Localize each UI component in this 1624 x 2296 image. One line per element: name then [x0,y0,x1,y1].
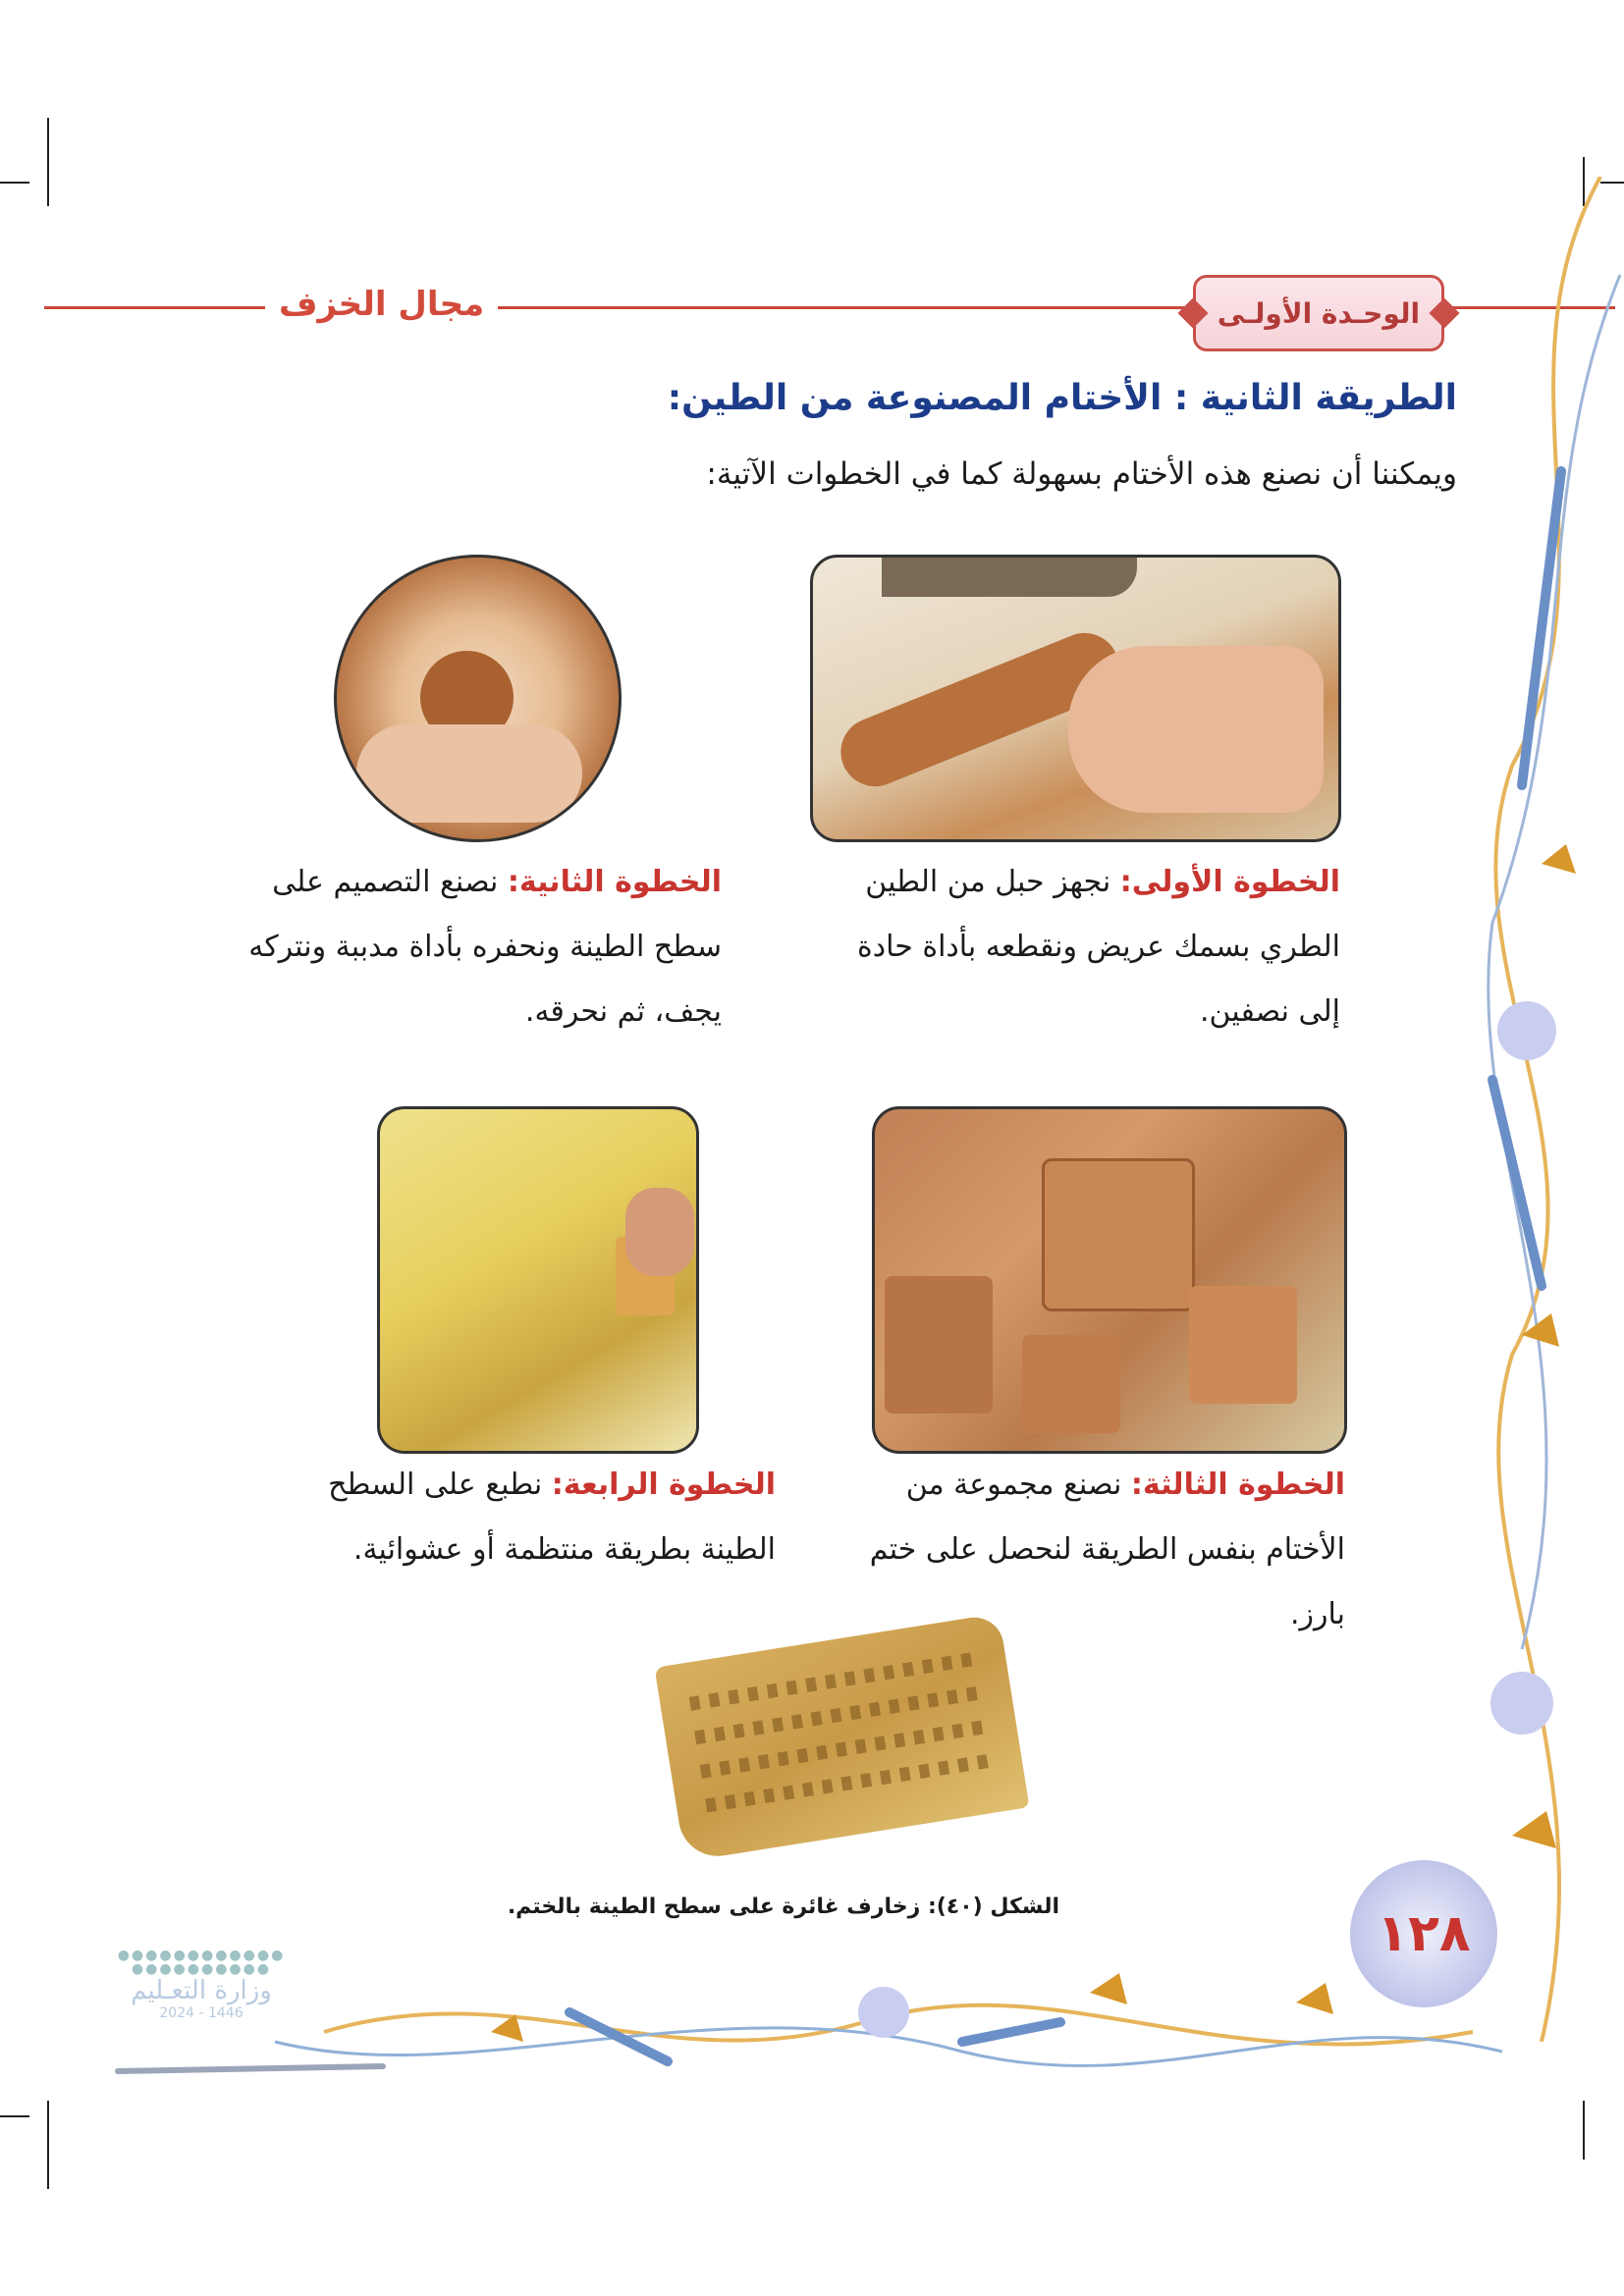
hand [356,724,582,823]
step-2 [231,850,722,1044]
cutting-tool [882,558,1137,597]
ministry-logo [83,1949,319,2021]
hand [1068,646,1324,813]
step-4-label: الخطوة الرابعة: [551,1468,776,1502]
photo-carving-design [334,555,622,842]
step-2-label: الخطوة الثانية: [507,865,722,899]
ministry-name: وزارة التعـليم [131,1976,272,2005]
step-4-text: نطبع على السطح الطينة بطريقة منتظمة أو عشوائية. [328,1468,776,1567]
unit-badge: الوحـدة الأولـى [1193,275,1444,351]
stamp-spiral [1042,1158,1195,1311]
logo-dots-icon: ●●●●●●●●●●●● ●●●●●●●●●● [117,1948,286,1977]
stamp-block [885,1276,993,1414]
section-title: الطريقة الثانية : الأختام المصنوعة من الطين: [667,378,1457,418]
floral-border-decoration [1453,177,1624,2042]
field-title: مجال الخزف [265,285,498,324]
photo-stamping-surface [377,1106,699,1454]
crop-mark [1583,2101,1585,2160]
step-1 [810,850,1340,1044]
figure-caption: الشكل (٤٠): زخارف غائرة على سطح الطينة بالختم. [507,1895,1059,1919]
step-1-label: الخطوة الأولى: [1119,865,1340,899]
crop-mark [47,118,49,206]
crop-mark [47,2101,49,2189]
step-2-text: نصنع التصميم على سطح الطينة ونحفره بأداة مدببة ونتركه يجف، ثم نحرقه. [248,865,722,1029]
photo-stamp-collection [872,1106,1347,1454]
stamp-flower [1189,1286,1297,1404]
step-3 [854,1453,1345,1647]
photo-clay-rope-cutting [810,555,1341,842]
hand [625,1188,694,1276]
ministry-years: 2024 - 1446 [159,2005,244,2021]
crop-mark [0,182,29,184]
stamp-face [1022,1335,1120,1433]
step-3-text: نصنع مجموعة من الأختام بنفس الطريقة لنحصل على ختم بارز. [869,1468,1345,1631]
step-1-text: نجهز حبل من الطين الطري بسمك عريض ونقطعه بأداة حادة إلى نصفين. [857,865,1340,1029]
step-4 [295,1453,776,1582]
figure-clay-tablet [655,1613,1030,1861]
page-number: ١٢٨ [1350,1860,1497,2007]
intro-text: ويمكننا أن نصنع هذه الأختام بسهولة كما في الخطوات الآتية: [706,456,1457,492]
crop-mark [0,2115,29,2117]
step-3-label: الخطوة الثالثة: [1130,1468,1345,1502]
